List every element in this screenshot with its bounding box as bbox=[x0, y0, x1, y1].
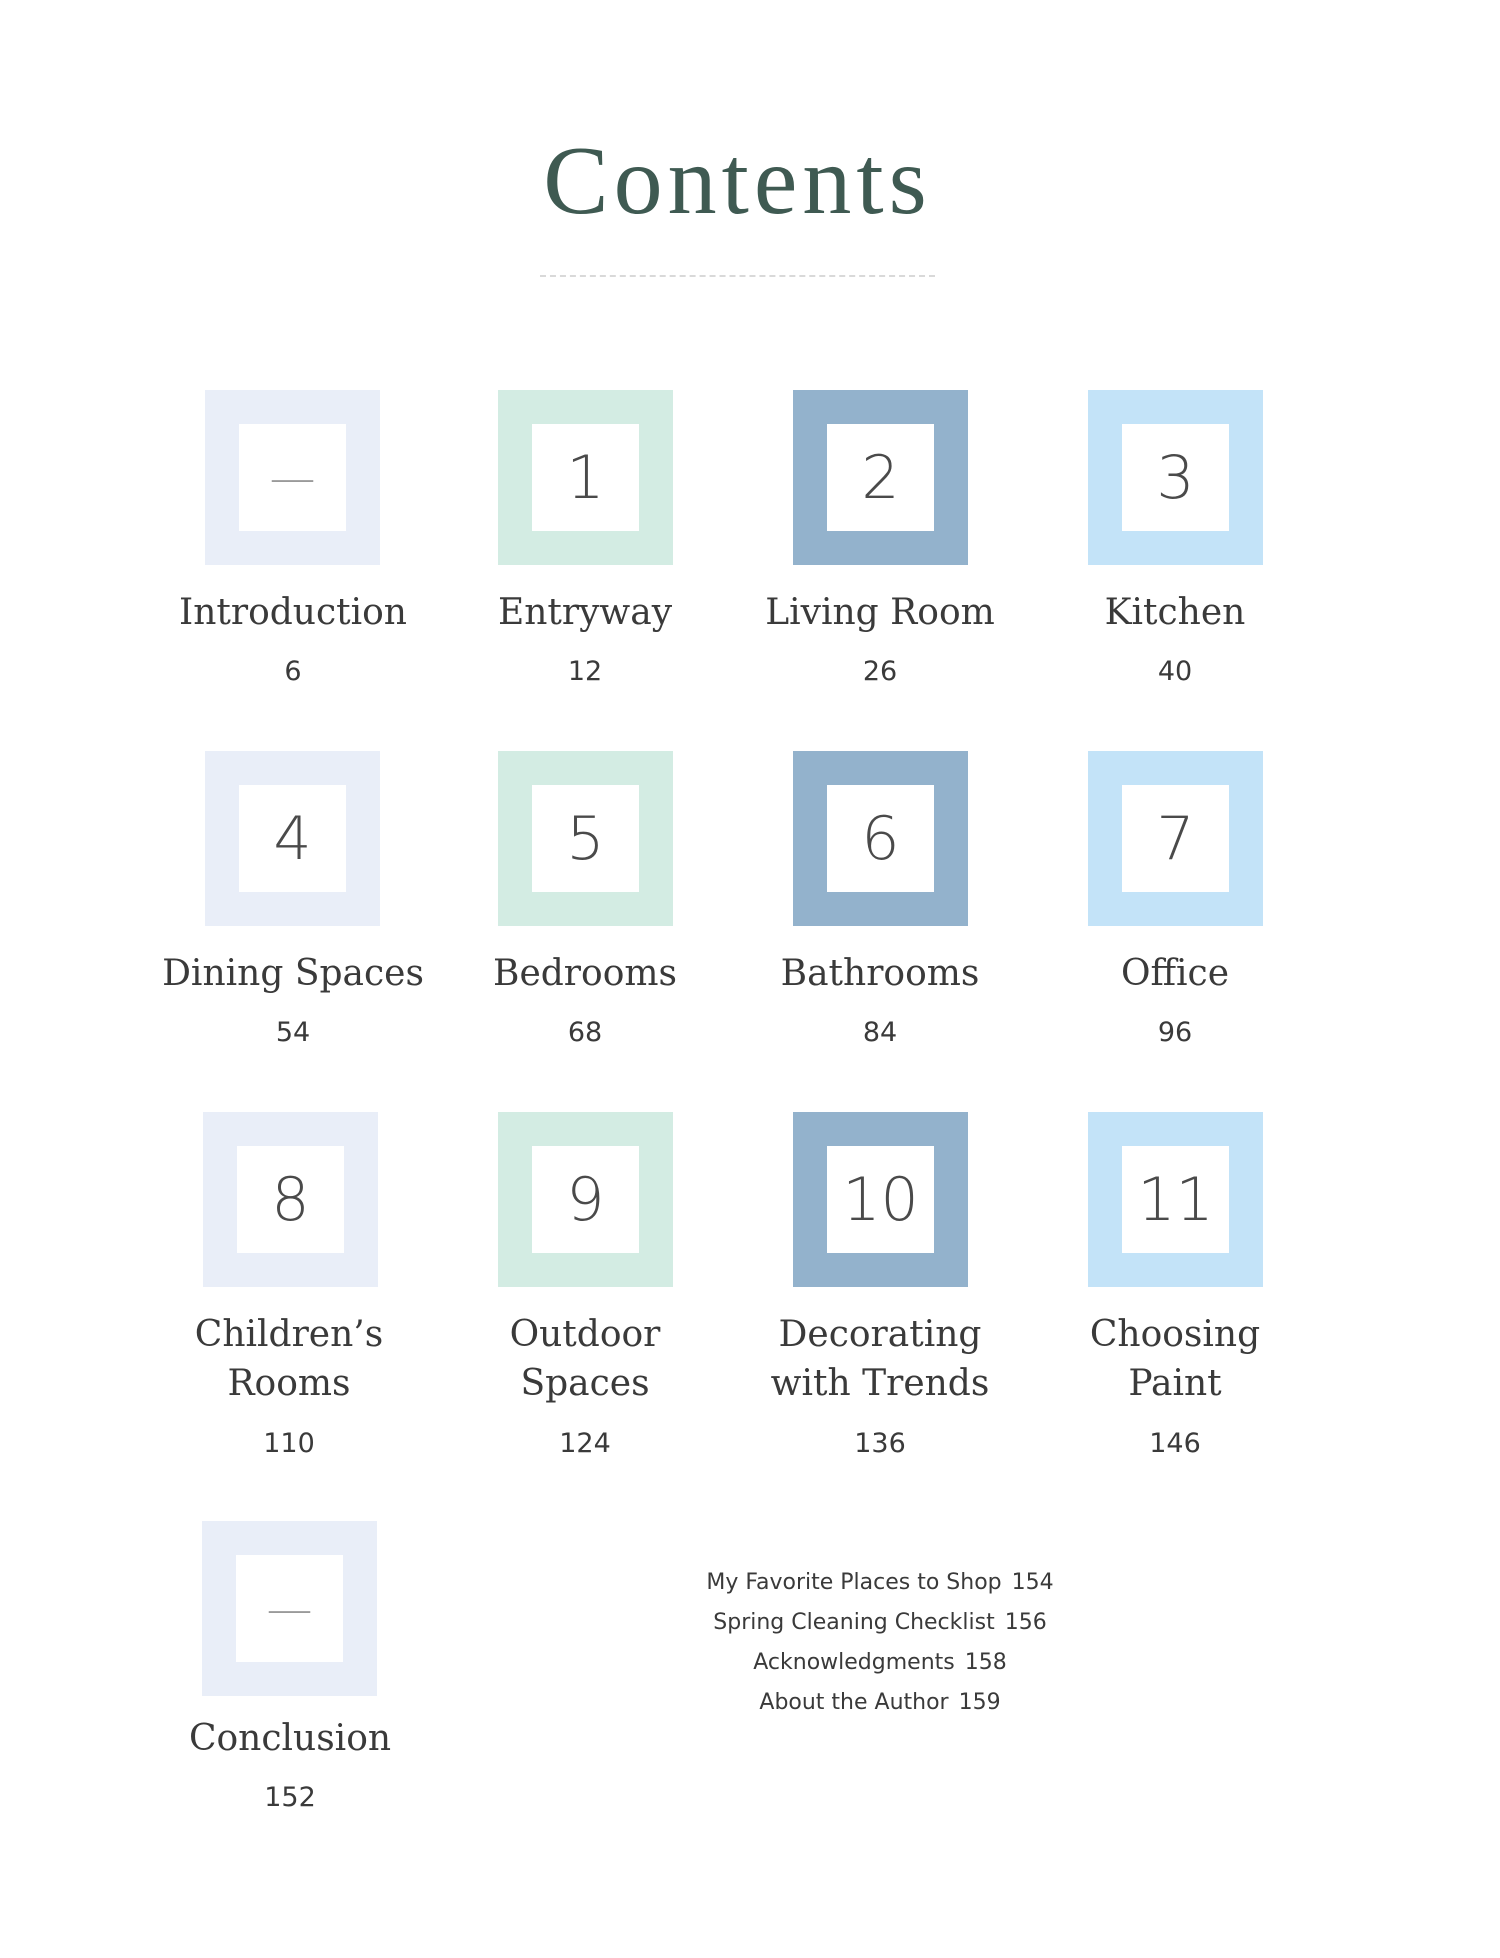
chapter-title-line: Choosing bbox=[1089, 1314, 1261, 1355]
chapter-page: 136 bbox=[854, 1428, 906, 1459]
page-title: Contents bbox=[543, 127, 932, 235]
chapter-page: 96 bbox=[1157, 1017, 1193, 1048]
back-matter-title: About the Author bbox=[759, 1690, 949, 1715]
chapter-number: 1 bbox=[532, 424, 639, 531]
chapter-tile-living-room bbox=[793, 390, 968, 565]
chapter-number: 9 bbox=[532, 1146, 639, 1253]
chapter-page: 26 bbox=[862, 656, 898, 687]
title-divider bbox=[540, 275, 935, 277]
chapter-tile-childrens-rooms bbox=[203, 1112, 378, 1287]
back-matter-page: 154 bbox=[1011, 1570, 1054, 1595]
chapter-title-line: Paint bbox=[1128, 1363, 1222, 1404]
chapter-title: Bedrooms bbox=[493, 953, 677, 994]
chapter-tile-entryway bbox=[498, 390, 673, 565]
chapter-title-line: Children’s bbox=[194, 1314, 384, 1355]
chapter-title-line: Rooms bbox=[227, 1363, 351, 1404]
chapter-number: 7 bbox=[1122, 785, 1229, 892]
chapter-page: 40 bbox=[1157, 656, 1193, 687]
chapter-title: Living Room bbox=[765, 592, 995, 633]
back-matter-item bbox=[690, 1643, 1070, 1683]
chapter-number: 2 bbox=[827, 424, 934, 531]
chapter-number: 5 bbox=[532, 785, 639, 892]
back-matter-item bbox=[690, 1603, 1070, 1643]
chapter-title: Kitchen bbox=[1104, 592, 1246, 633]
chapter-number: 8 bbox=[237, 1146, 344, 1253]
chapter-title bbox=[1030, 1310, 1320, 1408]
chapter-title bbox=[144, 1310, 434, 1408]
back-matter-page: 156 bbox=[1004, 1610, 1047, 1635]
chapter-page: 146 bbox=[1149, 1428, 1201, 1459]
chapter-number: — bbox=[236, 1555, 343, 1662]
chapter-page: 12 bbox=[567, 656, 603, 687]
chapter-number: 10 bbox=[827, 1146, 934, 1253]
chapter-title: Introduction bbox=[179, 592, 407, 633]
chapter-number: — bbox=[239, 424, 346, 531]
chapter-page: 54 bbox=[275, 1017, 311, 1048]
chapter-title: Conclusion bbox=[188, 1718, 392, 1759]
chapter-title: Dining Spaces bbox=[162, 953, 424, 994]
back-matter-list bbox=[690, 1563, 1070, 1723]
chapter-tile-choosing-paint bbox=[1088, 1112, 1263, 1287]
chapter-number: 11 bbox=[1122, 1146, 1229, 1253]
chapter-title-line: with Trends bbox=[770, 1363, 990, 1404]
chapter-tile-conclusion bbox=[202, 1521, 377, 1696]
chapter-tile-office bbox=[1088, 751, 1263, 926]
chapter-title: Bathrooms bbox=[780, 953, 980, 994]
chapter-page: 110 bbox=[263, 1428, 315, 1459]
chapter-title bbox=[735, 1310, 1025, 1408]
chapter-title: Entryway bbox=[497, 592, 673, 633]
chapter-tile-bathrooms bbox=[793, 751, 968, 926]
back-matter-page: 158 bbox=[964, 1650, 1007, 1675]
back-matter-page: 159 bbox=[958, 1690, 1001, 1715]
chapter-tile-kitchen bbox=[1088, 390, 1263, 565]
back-matter-title: Acknowledgments bbox=[753, 1650, 955, 1675]
chapter-page: 152 bbox=[264, 1782, 316, 1813]
chapter-tile-introduction bbox=[205, 390, 380, 565]
chapter-page: 68 bbox=[567, 1017, 603, 1048]
chapter-page: 6 bbox=[284, 656, 302, 687]
back-matter-title: My Favorite Places to Shop bbox=[706, 1570, 1002, 1595]
back-matter-item bbox=[690, 1683, 1070, 1723]
back-matter-item bbox=[690, 1563, 1070, 1603]
back-matter-title: Spring Cleaning Checklist bbox=[713, 1610, 995, 1635]
chapter-page: 124 bbox=[559, 1428, 611, 1459]
chapter-tile-bedrooms bbox=[498, 751, 673, 926]
chapter-tile-outdoor-spaces bbox=[498, 1112, 673, 1287]
chapter-title-line: Spaces bbox=[520, 1363, 650, 1404]
chapter-number: 4 bbox=[239, 785, 346, 892]
chapter-number: 6 bbox=[827, 785, 934, 892]
chapter-page: 84 bbox=[862, 1017, 898, 1048]
chapter-tile-decorating-with-trends bbox=[793, 1112, 968, 1287]
chapter-title: Office bbox=[1120, 953, 1230, 994]
chapter-tile-dining-spaces bbox=[205, 751, 380, 926]
chapter-title-line: Decorating bbox=[778, 1314, 982, 1355]
chapter-title-line: Outdoor bbox=[509, 1314, 661, 1355]
chapter-title bbox=[440, 1310, 730, 1408]
chapter-number: 3 bbox=[1122, 424, 1229, 531]
